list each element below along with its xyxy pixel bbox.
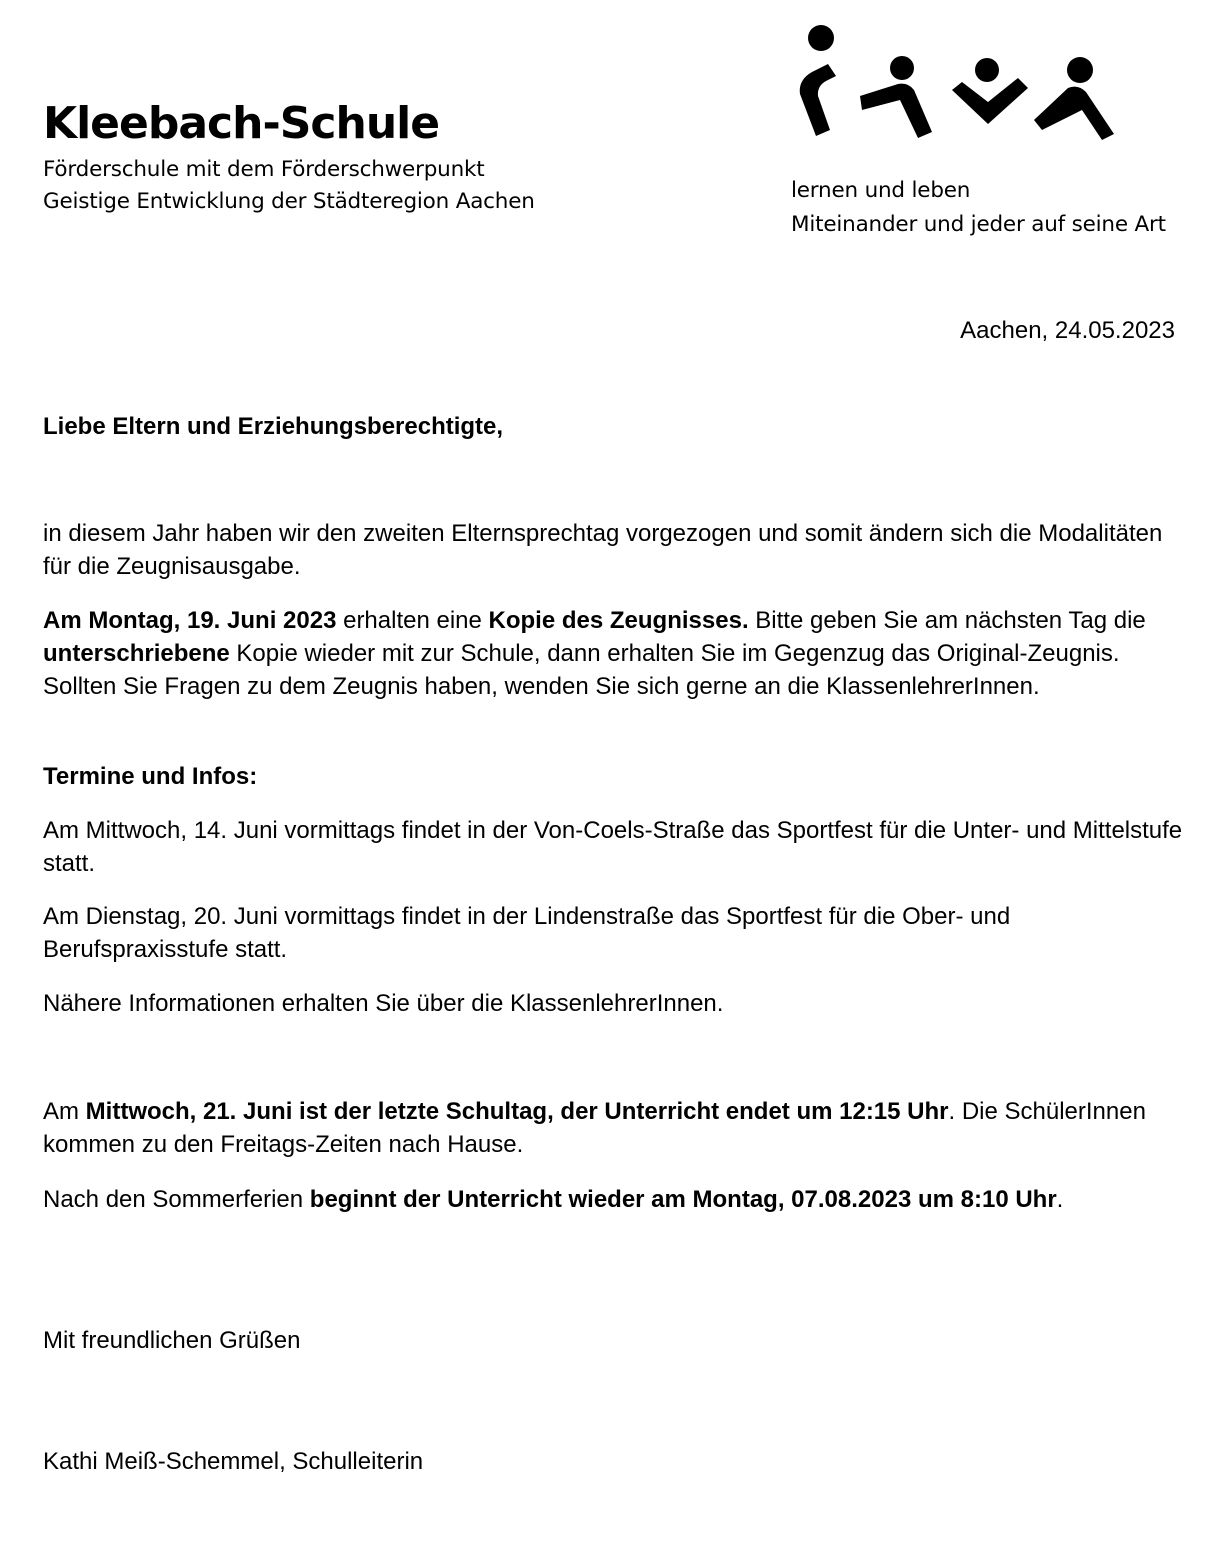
paragraph-more-info: Nähere Informationen erhalten Sie über die KlassenlehrerInnen.: [43, 990, 724, 1017]
school-motto: [791, 174, 1166, 242]
paragraph-sportfest-1: Am Mittwoch, 14. Juni vormittags findet in der Von-Coels-Straße das Sportfest für die Unter- und Mittelstufe statt.: [43, 817, 1183, 877]
last-day-text-1: Am: [43, 1098, 86, 1125]
zeugnis-text-3: Kopie wieder mit zur Schule, dann erhalten Sie im Gegenzug das Original-Zeugnis. Sollten Sie Fragen zu dem Zeugnis haben, wenden Sie sich gerne an die KlassenlehrerInnen.: [43, 640, 1120, 700]
after-holidays-bold: beginnt der Unterricht wieder am Montag, 07.08.2023 um 8:10 Uhr: [309, 1186, 1057, 1213]
four-figures-logo-icon: [790, 20, 1120, 150]
zeugnis-date: Am Montag, 19. Juni 2023: [43, 607, 337, 634]
after-holidays-text-1: Nach den Sommerferien: [43, 1186, 310, 1213]
zeugnis-text-1: erhalten eine: [336, 607, 489, 634]
greeting-text: Liebe Eltern und Erziehungsberechtigte,: [43, 413, 504, 440]
paragraph-intro: in diesem Jahr haben wir den zweiten Elternsprechtag vorgezogen und somit ändern sich die Modalitäten für die Zeugnisausgabe.: [43, 520, 1163, 580]
infos-heading-text: Termine und Infos:: [43, 763, 258, 790]
zeugnis-text-2: Bitte geben Sie am nächsten Tag die: [748, 607, 1146, 634]
infos-heading: [43, 760, 1193, 793]
paragraph-sportfest-2: Am Dienstag, 20. Juni vormittags findet in der Lindenstraße das Sportfest für die Ober- und Berufspraxisstufe statt.: [43, 903, 1011, 963]
signature: Kathi Meiß-Schemmel, Schulleiterin: [43, 1448, 424, 1475]
school-name: Kleebach-Schule: [43, 98, 440, 149]
greeting: [43, 410, 1193, 443]
letter-date: Aachen, 24.05.2023: [960, 317, 1175, 344]
closing: Mit freundlichen Grüßen: [43, 1327, 301, 1354]
school-subtitle-line2: Geistige Entwicklung der Städteregion Aachen: [43, 189, 535, 214]
paragraph-last-day: [43, 1095, 1193, 1161]
motto-line2: Miteinander und jeder auf seine Art: [791, 212, 1166, 237]
paragraph-zeugnis: [43, 604, 1193, 703]
last-day-bold: Mittwoch, 21. Juni ist der letzte Schultag, der Unterricht endet um 12:15 Uhr: [85, 1098, 949, 1125]
last-day-text-2: . Die SchülerInnen kommen zu den Freitags-Zeiten nach Hause.: [43, 1098, 1146, 1158]
school-subtitle-line1: Förderschule mit dem Förderschwerpunkt: [43, 157, 485, 182]
school-subtitle: [43, 154, 535, 218]
motto-line1: lernen und leben: [791, 178, 971, 203]
paragraph-after-holidays: [43, 1183, 1193, 1216]
zeugnis-signed: unterschriebene: [43, 640, 230, 667]
after-holidays-text-2: .: [1056, 1186, 1064, 1213]
zeugnis-copy: Kopie des Zeugnisses.: [488, 607, 749, 634]
